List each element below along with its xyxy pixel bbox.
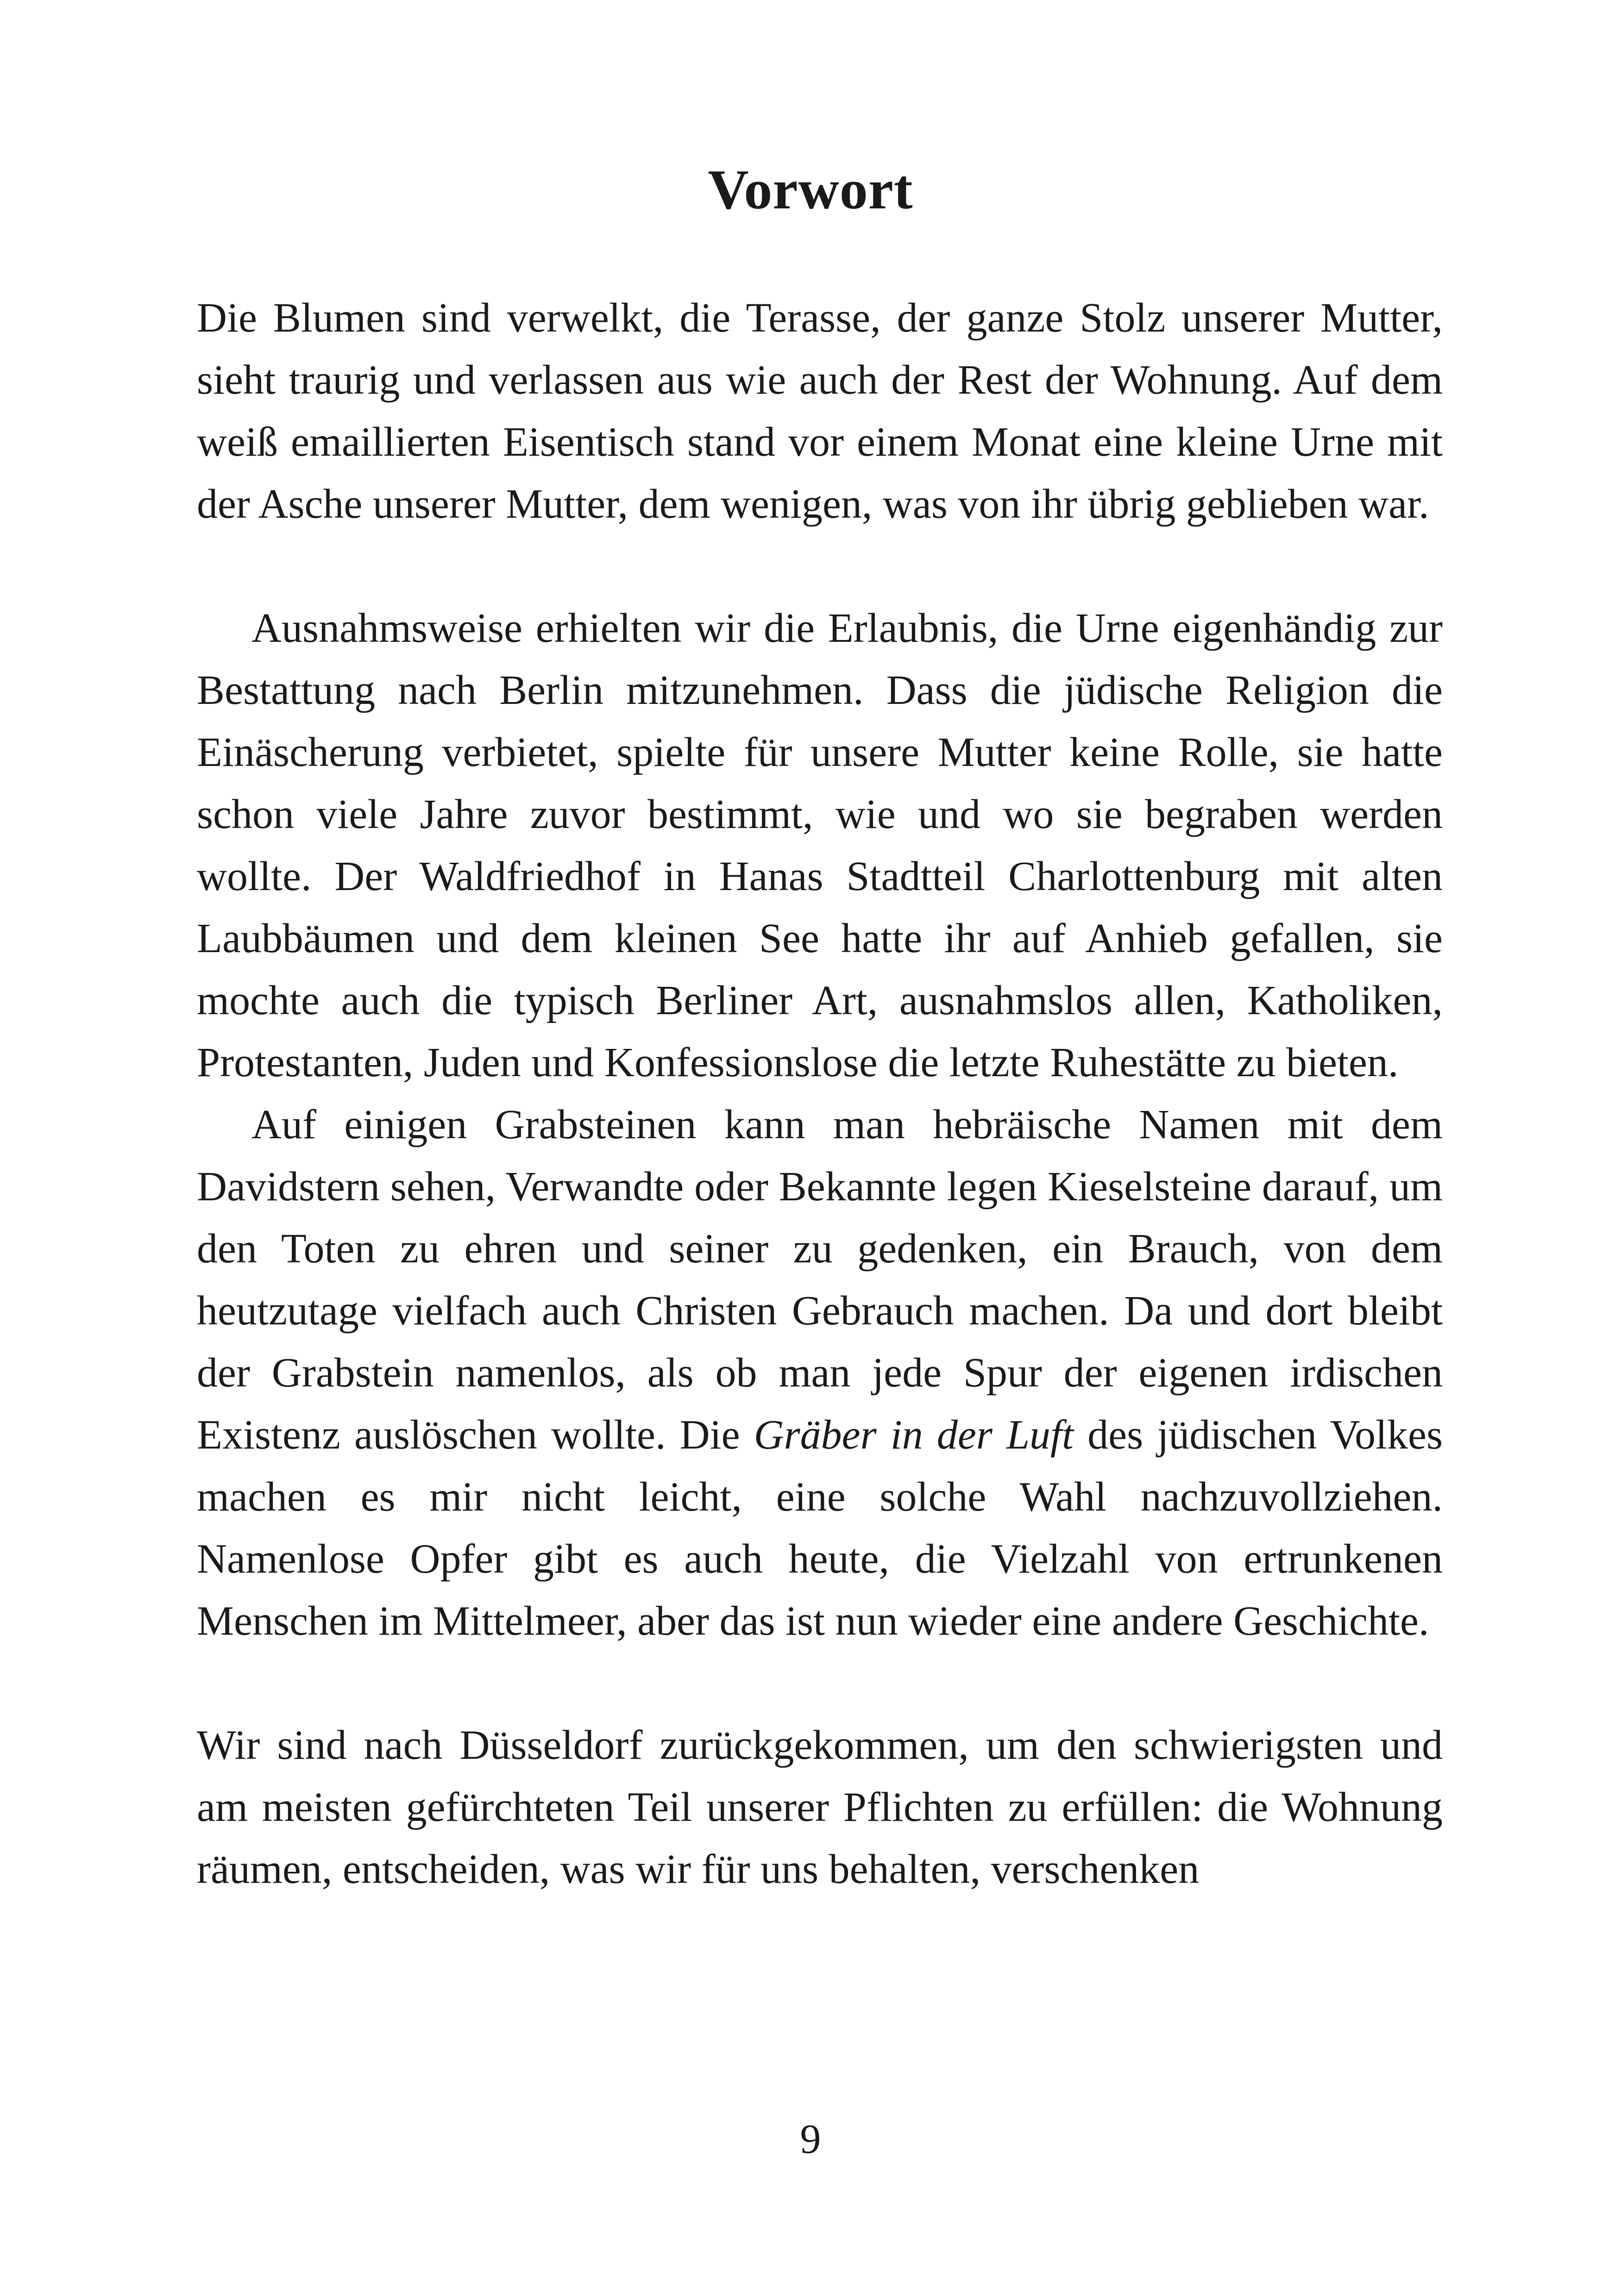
page-number: 9 [800,2116,821,2162]
paragraph-4: Wir sind nach Düsseldorf zurückgekommen, um den schwierigsten und am meisten gefürchteten Teil unserer Pflichten zu erfüllen: die Wohnung räumen, entscheiden, was wir für uns behalten, verschenken [197,1722,1443,1892]
paragraph-1: Die Blumen sind verwelkt, die Terasse, der ganze Stolz unserer Mutter, sieht traurig und verlassen aus wie auch der Rest der Wohnung. Auf dem weiß emaillierten Eisentisch stand vor einem Monat eine kleine Urne mit der Asche unserer Mutter, dem wenigen, was von ihr übrig geblieben war. [197,295,1443,527]
paragraph-3-text-start: Auf einigen Grabsteinen kann man hebräische Namen mit dem Davidstern sehen, Verwandte oder Bekannte legen Kieselsteine darauf, um den Toten zu ehren und seiner zu gedenken, ein Brauch, von dem heutzutage vielfach auch Christen Gebrauch machen. Da und dort bleibt der Grabstein namenlos, als ob man jede Spur der eigenen irdischen Existenz auslöschen wollte. Die [197,1102,1443,1458]
paragraph-3-text-end: des jüdischen Volkes machen es mir nicht leicht, eine solche Wahl nachzuvollziehen. Namenlose Opfer gibt es auch heute, die Vielzahl von ertrunkenen Menschen im Mittelmeer, aber das ist nun wieder eine andere Geschichte. [197,1412,1443,1644]
paragraph-2: Ausnahmsweise erhielten wir die Erlaubnis, die Urne eigenhändig zur Bestattung nach Berlin mitzunehmen. Dass die jüdische Religion die Einäscherung verbietet, spielte für unsere Mutter keine Rolle, sie hatte schon viele Jahre zuvor bestimmt, wie und wo sie begraben werden wollte. Der Waldfriedhof in Hanas Stadtteil Charlottenburg mit alten Laubbäumen und dem kleinen See hatte ihr auf Anhieb gefallen, sie mochte auch die typisch Berliner Art, ausnahmslos allen, Katholiken, Protestanten, Juden und Konfessionslose die letzte Ruhestätte zu bieten. [197,605,1443,1085]
book-title-italic: Gräber in der Luft [754,1412,1074,1458]
paragraph-3 [197,1094,1443,1652]
chapter-body [197,287,1443,1901]
chapter-title: Vorwort [708,158,913,221]
